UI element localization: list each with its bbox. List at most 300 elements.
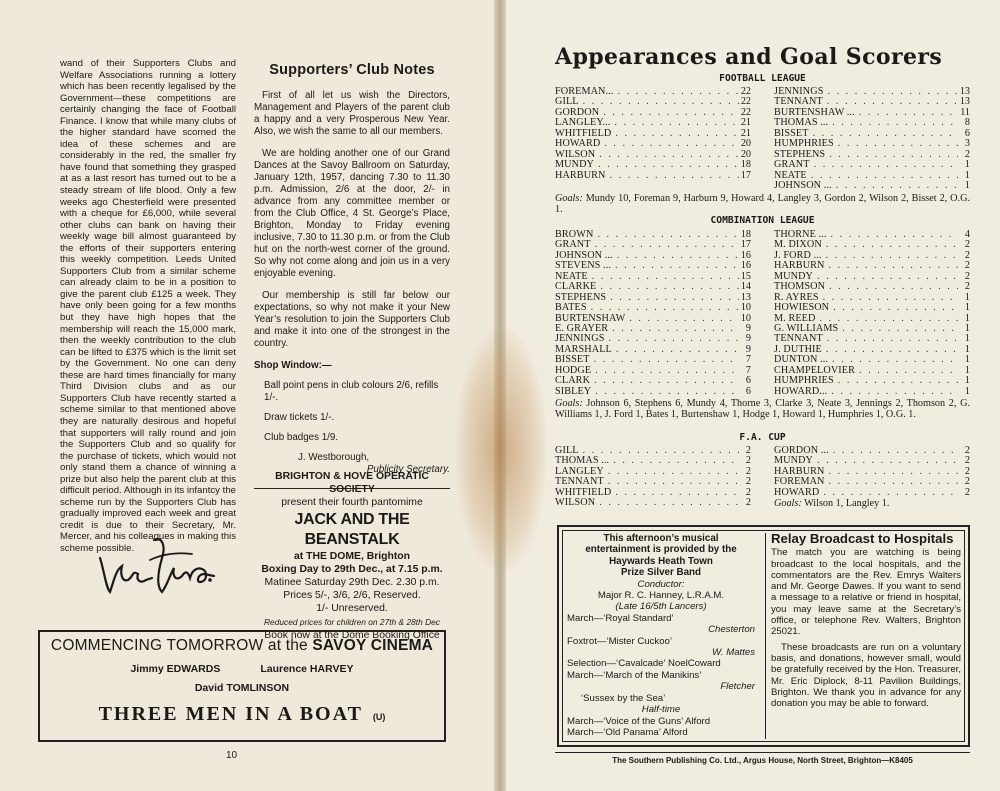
page-number: 10 [226,750,238,761]
leader-dots [823,334,958,344]
player-name: LANGLEY [555,466,604,477]
show-title: JACK AND THE BEANSTALK [294,510,410,548]
player-name: HOWARD [555,139,601,150]
player-name: GRANT [555,240,591,251]
player-count: 18 [740,230,751,240]
composer: Fletcher [720,681,755,693]
shop-item: Ball point pens in club colours 2/6, refills 1/-. [264,380,439,403]
leader-dots [834,376,958,386]
table-row [774,376,970,386]
player-name: MUNDY [555,160,594,171]
leader-dots [819,293,958,303]
table-row [555,160,751,170]
player-count: 6 [745,376,751,387]
table-row [555,387,751,397]
leader-dots [819,488,958,498]
table-row [774,97,970,107]
player-count: 2 [745,456,751,467]
table-row [555,345,751,355]
player-name: DUNTON ... [774,355,829,366]
player-count: 1 [964,365,970,376]
player-count: 2 [745,466,751,477]
shop-item: Draw tickets 1/-. [264,412,335,423]
table-row [555,118,751,128]
notes-paragraph: First of all let us wish the Directors, Management and Players of the parent club a happy and a very Prosperous New Year. Also, we wish the same to all our members. [254,90,450,137]
player-name: THOMSON [774,282,826,293]
film-certificate: (U) [372,712,386,722]
table-row [774,240,970,250]
player-name: FOREMAN... [555,87,614,97]
table-row [555,139,751,149]
player-count: 1 [964,160,970,171]
table-row [774,355,970,365]
unreserved-price: 1/- Unreserved. [316,603,388,615]
player-name: G. WILLIAMS [774,323,839,334]
leader-dots [590,355,739,365]
leader-dots [813,272,958,282]
player-count: 1 [964,323,970,334]
table-row [774,387,970,397]
relay-title: Relay Broadcast to Hospitals [771,531,954,546]
player-name: GILL [555,446,579,456]
handwritten-signature [92,530,222,600]
player-name: HOWIESON [774,303,830,314]
player-count: 1 [964,344,970,355]
player-count: 10 [740,303,751,314]
leader-dots [594,160,739,170]
table-row [555,303,751,313]
leader-dots [829,303,958,313]
player-count: 22 [740,107,751,118]
society-name: BRIGHTON & HOVE OPERATIC [275,471,429,482]
player-count: 7 [745,355,751,366]
player-name: TENNANT [774,97,823,108]
venue: at THE DOME, Brighton [293,550,411,562]
table-column-left [555,87,751,181]
leader-dots [822,240,958,250]
player-count: 1 [964,292,970,303]
leader-dots [613,87,739,97]
player-name: THOMAS ... [555,456,610,467]
player-count: 2 [964,487,970,498]
notes-paragraph: We are holding another one of our Grand Dances at the Savoy Ballroom on Saturday, January 12th, 1957, dancing 7.30 to 11.30 p.m. Admission, 2/6 at the door, 2/- in advance from any committee member or from the Club Office, 4 St. George’s Place, Brighton, Monday to Friday evening inclusive, 7.30 to 11.30 p.m. or from the Club hut on the north-west corner of the ground. So why not come along and join us in a very enjoyable evening. [254,148,450,279]
table-row [774,139,970,149]
table-row [555,366,751,376]
table-row [774,261,970,271]
player-count: 1 [964,303,970,314]
table-row [774,446,970,456]
leader-dots [825,150,958,160]
leader-dots [608,324,739,334]
leader-dots [611,261,739,271]
table-row [774,456,970,466]
player-count: 2 [964,261,970,272]
leader-dots [809,129,958,139]
player-count: 3 [964,139,970,150]
player-count: 2 [745,446,751,456]
fa-cup-goals: Goals: Wilson 1, Langley 1. [774,498,890,509]
leader-dots [593,230,739,240]
player-count: 15 [740,271,751,282]
player-name: BISSET [774,128,809,139]
composer: Chesterton [708,624,755,636]
leader-dots [855,366,958,376]
player-name: GORDON ... [774,446,829,456]
table-column-left [555,230,751,397]
leader-dots [610,118,739,128]
player-name: THOMAS ... [774,118,829,129]
player-name: MUNDY [774,271,813,282]
player-name: BISSET [555,355,590,366]
leader-dots [822,345,958,355]
table-row [555,488,751,498]
player-name: BATES [555,303,587,314]
composer: W. Mattes [712,647,755,659]
player-count: 17 [740,240,751,251]
player-count: 17 [740,170,751,181]
leader-dots [827,230,959,240]
leader-dots [596,282,739,292]
leader-dots [606,171,739,181]
table-row [555,108,751,118]
player-count: 1 [964,313,970,324]
table-row [555,293,751,303]
table-row [774,366,970,376]
player-count: 2 [964,240,970,251]
table-row [774,87,970,97]
player-name: BROWN [555,230,594,240]
reduced-prices: Reduced prices for children on 27th & 28th Dec [264,616,440,627]
relay-paragraph: These broadcasts are run on a voluntary basis, and donations, however small, would be gratefully received by the Hon. Treasurer, Mr. Eric Diplock, 8-11 Pavilion Buildings, Brighton. We thank you in advance for any donation you may be able to forward. [771,641,961,710]
player-name: BURTENSHAW [555,313,626,324]
player-count: 14 [740,282,751,293]
leader-dots [611,488,739,498]
programme-item: Selection—‘Cavalcade’ NoelCoward [567,658,721,670]
player-name: GORDON [555,107,600,118]
leader-dots [579,97,739,107]
leader-dots [612,345,739,355]
leader-dots [825,282,958,292]
leader-dots [823,97,958,107]
notes-paragraph: Our membership is still far below our expectations, so why not make it your New Year’s resolution to join the Supporters Club and make it into one of the strongest in the country. [254,290,450,349]
leader-dots [827,387,958,397]
player-count: 22 [740,87,751,97]
player-count: 16 [740,250,751,261]
player-name: CLARKE [555,282,597,293]
leader-dots [855,108,958,118]
table-column-right [774,446,970,498]
player-name: SIBLEY [555,386,592,397]
table-row [555,282,751,292]
programme-item: March—‘March of the Manikins’ [567,669,702,681]
player-count: 2 [964,149,970,160]
lottery-article: wand of their Supporters Clubs and Welfare Associations running a lottery which has been recently legalised by the Government—these competitions are certainly changing the face of Football Finance. I know that while many clubs of the higher standard have scorned the idea of these schemes and are considerably in the red, the smaller fry have found that something they grasped at as a last resort has turned out to be a steady stream of life blood. Only a few weeks ago Chesterfield were presented with a cheque for £6,000, while several other clubs can bank on having their weekly wage bill almost guaranteed by the efforts of their supporters entering this weekly competition. Leeds United Supporters Club from a similar scheme can already claim to be in a position to give the parent club £125 a week. They have only been going for a few months but they have high hopes that the membership will reach the 15,000 mark, then the weekly contribution to the club can be lifted to £375 which is the limit set by the Government. No one can deny these are hard times financially for many Third Division clubs and as our Supporters Club have recently started a scheme similar to that mentioned above they are naturally desirous and hopeful that supporters will rally round and join the Supporters Club and so qualify for the purchase of tickets, which would not only stand them a chance of winning a prize but also help the parent club at this difficult period. Although in its infantcy the scheme run by the Supporters Club has gradually improved each week and great credit is due to their Secretary, Mr. Mercer, and his colleagues in making this scheme possible. [60,58,236,554]
relay-broadcast [771,533,961,713]
leader-dots [828,355,958,365]
table-row [774,303,970,313]
player-name: WHITFIELD [555,487,612,498]
table-row [555,87,751,97]
leader-dots [825,467,958,477]
programme-item: ‘Sussex by the Sea’ [581,692,666,704]
show-dates: Boxing Day to 29th Dec., at 7.15 p.m. [261,563,443,575]
leader-dots [590,376,739,386]
table-row [774,477,970,487]
table-row [555,129,751,139]
player-count: 2 [964,250,970,261]
player-name: MUNDY [774,456,813,467]
leader-dots [834,139,958,149]
conductor-note: (Late 16/5th Lancers) [615,601,707,613]
leader-dots [611,129,739,139]
player-name: FOREMAN [774,477,825,488]
player-count: 21 [740,128,751,139]
player-name: R. AYRES [774,292,819,303]
player-name: JOHNSON ... [774,180,832,191]
actor: Laurence HARVEY [260,663,354,675]
table-row [555,171,751,181]
player-count: 11 [960,107,970,118]
player-name: HOWARD... [774,386,828,397]
player-name: HARBURN [774,261,825,272]
matinee: Matinee Saturday 29th Dec. 2.30 p.m. [264,577,440,589]
player-count: 1 [964,355,970,366]
leader-dots [815,314,958,324]
player-name: J. DUTHIE [774,344,822,355]
player-count: 2 [964,282,970,293]
leader-dots [813,456,958,466]
shop-item: Club badges 1/9. [264,432,339,443]
leader-dots [828,118,958,128]
combination-league-goals: Goals: Johnson 6, Stephens 6, Mundy 4, Thorne 3, Clarke 3, Neate 3, Jennings 2, Thomson 2, G. Williams 1, J. Ford 1, Bates 1, Burtenshaw 1, Hodge 1, Howard 1, Humphries 1, O.G. 1. [555,398,970,421]
player-count: 2 [964,466,970,477]
combination-league-table [555,230,970,398]
table-row [555,97,751,107]
player-count: 13 [740,292,751,303]
player-name: GILL [555,97,579,108]
table-row [555,477,751,487]
supporters-club-notes [254,60,450,495]
table-row [555,324,751,334]
savoy-headline: COMMENCING TOMORROW at the SAVOY CINEMA [50,637,434,654]
player-name: HODGE [555,365,592,376]
player-name: WILSON [555,498,596,509]
leader-dots [595,498,739,508]
player-count: 4 [964,230,970,240]
table-row [555,456,751,466]
player-name: BURTENSHAW ... [774,107,855,118]
table-row [774,108,970,118]
conductor-name: Major R. C. Hanney, L.R.A.M. [597,590,725,602]
leader-dots [599,108,739,118]
table-row [555,446,751,456]
leader-dots [825,477,958,487]
player-name: WILSON [555,149,596,160]
pantomime-advert [254,470,450,642]
actor: Jimmy EDWARDS [130,663,221,675]
half-time: Half-time [641,704,681,716]
society-name-2: SOCIETY [329,484,375,496]
leader-dots [609,456,739,466]
table-row [774,171,970,181]
printer-imprint: The Southern Publishing Co. Ltd., Argus House, North Street, Brighton—K8405 [555,752,970,765]
cast-row [40,663,444,675]
leader-dots [587,303,739,313]
leader-dots [625,314,739,324]
table-row [774,251,970,261]
player-count: 13 [959,97,970,108]
shop-window-heading: Shop Window:— [254,360,332,371]
leader-dots [807,171,958,181]
leader-dots [588,272,739,282]
player-name: HUMPHRIES [774,139,834,150]
player-name: TENNANT [774,334,823,345]
table-row [774,118,970,128]
player-count: 21 [740,118,751,129]
table-row [774,230,970,240]
table-row [774,467,970,477]
player-count: 1 [964,180,970,191]
leader-dots [613,251,739,261]
combination-league-heading: COMBINATION LEAGUE [710,215,815,226]
signatory-role: Publicity Secretary. [366,464,450,475]
leader-dots [829,446,958,456]
player-name: HUMPHRIES [774,376,834,387]
notes-title: Supporters’ Club Notes [269,62,435,78]
leader-dots [604,467,739,477]
band-programme: This afternoon’s musical entertainment is provided by the Haywards Heath Town Prize Silver Band Conductor: Major R. C. Hanney, L.R.A.M. (Late 16/5th Lancers) March—‘Royal Standard’ Chesterton Foxtrot—‘Mister Cuckoo’ W. Mattes Selection—‘Cavalcade’ NoelCoward March—‘March of the Manikins’ Fletcher ‘Sussex by the Sea’ Half-time March—‘Voice of the Guns’ Alford March—‘Old Panama’ Alford [567,533,755,738]
player-name: HARBURN [774,466,825,477]
programme-item: March—‘Voice of the Guns’ Alford [567,715,711,727]
leader-dots [595,150,739,160]
relay-paragraph: The match you are watching is being broadcast to the local hospitals, and the commentators are the Rev. Emrys Walters and Mr. George Dawes. If you want to send a message to a relative or friend in hospital, you may leave same at the Secretary’s office, or telephone Rev. Walters, Brighton 25021. [771,547,961,638]
leader-dots [591,240,739,250]
player-count: 9 [745,334,751,345]
player-name: THORNE ... [774,230,827,240]
table-row [555,272,751,282]
player-count: 9 [745,344,751,355]
leader-dots [838,324,958,334]
football-league-table [555,87,970,193]
player-count: 18 [740,160,751,171]
player-name: WHITFIELD [555,128,612,139]
page-title: Appearances and Goal Scorers [555,44,943,70]
table-row [555,150,751,160]
leader-dots [810,160,958,170]
table-row [774,334,970,344]
box-divider [765,533,766,739]
player-count: 16 [740,261,751,272]
player-name: JENNINGS [774,87,824,97]
leader-dots [591,366,739,376]
player-count: 6 [745,386,751,397]
actor: David TOMLINSON [194,682,290,694]
player-count: 2 [964,446,970,456]
present-line: present their fourth pantomime [281,497,423,509]
player-name: TENNANT [555,477,604,488]
player-count: 1 [964,170,970,181]
table-row [555,498,751,508]
table-row [555,240,751,250]
table-row [555,334,751,344]
player-name: NEATE [774,170,807,181]
player-name: M. DIXON [774,240,822,251]
player-name: JENNINGS [555,334,605,345]
paper-stain [456,330,546,570]
player-count: 1 [964,334,970,345]
player-count: 2 [964,477,970,488]
leader-dots [604,334,739,344]
savoy-cinema-advert [38,630,446,742]
player-name: E. GRAYER [555,323,609,334]
player-name: J. FORD ... [774,250,822,261]
leader-dots [822,251,958,261]
player-count: 7 [745,365,751,376]
player-name: STEVENS ... [555,261,612,272]
leader-dots [579,446,739,456]
player-name: M. REED [774,313,816,324]
table-row [555,376,751,386]
player-count: 13 [959,87,970,97]
table-row [774,129,970,139]
leader-dots [606,293,739,303]
player-count: 20 [740,149,751,160]
player-count: 1 [964,376,970,387]
player-name: LANGLEY... [555,118,611,129]
player-count: 1 [964,386,970,397]
table-row [555,314,751,324]
programme-item: March—‘Royal Standard’ [567,612,674,624]
player-count: 22 [740,97,751,108]
programme-item: March—‘Old Panama’ Alford [567,726,688,738]
player-name: JOHNSON ... [555,250,613,261]
conductor-label: Conductor: [637,578,685,590]
table-row [774,282,970,292]
table-column-right [774,87,970,191]
booking-info: Book now at the Dome Booking Office [264,629,440,641]
player-name: MARSHALL [555,344,612,355]
player-name: GRANT [774,160,810,171]
table-row [555,230,751,240]
football-league-goals: Goals: Mundy 10, Foreman 9, Harburn 9, Howard 4, Langley 3, Gordon 2, Wilson 2, Bisset 2, O.G. 1. [555,193,970,216]
player-name: CLARK [555,376,591,387]
table-row [774,314,970,324]
table-row [555,261,751,271]
leader-dots [823,87,958,97]
table-row [774,293,970,303]
table-row [774,181,970,191]
table-row [555,355,751,365]
player-count: 2 [745,498,751,509]
programme-item: Foxtrot—‘Mister Cuckoo’ [567,635,673,647]
player-count: 10 [740,313,751,324]
leader-dots [600,139,739,149]
player-count: 9 [745,323,751,334]
table-column-right [774,230,970,397]
player-name: NEATE [555,271,588,282]
football-league-heading: FOOTBALL LEAGUE [719,73,806,84]
leader-dots [604,477,739,487]
player-count: 2 [964,271,970,282]
table-row [774,272,970,282]
fa-cup-heading: F.A. CUP [739,432,786,443]
player-name: HOWARD [774,487,820,498]
table-row [774,150,970,160]
table-column-left [555,446,751,509]
player-name: STEPHENS [774,149,826,160]
table-row [555,251,751,261]
leader-dots [591,387,739,397]
